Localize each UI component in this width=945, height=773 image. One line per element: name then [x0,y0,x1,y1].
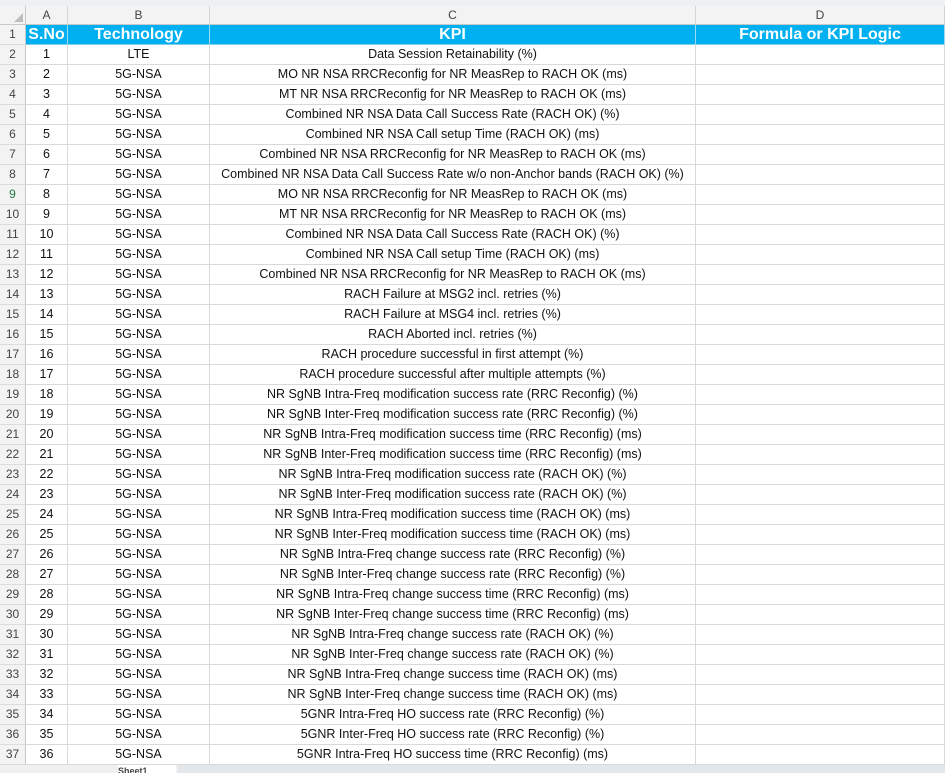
row-number[interactable]: 31 [0,625,26,645]
technology-cell[interactable]: 5G-NSA [68,545,210,565]
row-number[interactable]: 13 [0,265,26,285]
sno-cell[interactable]: 19 [26,405,68,425]
technology-cell[interactable]: 5G-NSA [68,645,210,665]
header-kpi[interactable]: KPI [210,25,696,45]
sno-cell[interactable]: 11 [26,245,68,265]
sno-cell[interactable]: 26 [26,545,68,565]
sno-cell[interactable]: 1 [26,45,68,65]
technology-cell[interactable]: 5G-NSA [68,345,210,365]
horizontal-scrollbar[interactable] [178,765,945,773]
kpi-cell[interactable]: NR SgNB Intra-Freq change success time (RRC Reconfig) (ms) [210,585,696,605]
kpi-cell[interactable]: RACH Aborted incl. retries (%) [210,325,696,345]
header-technology[interactable]: Technology [68,25,210,45]
formula-cell[interactable] [696,505,945,525]
technology-cell[interactable]: 5G-NSA [68,365,210,385]
row-number[interactable]: 33 [0,665,26,685]
row-number[interactable]: 25 [0,505,26,525]
row-number[interactable]: 22 [0,445,26,465]
technology-cell[interactable]: 5G-NSA [68,625,210,645]
technology-cell[interactable]: 5G-NSA [68,285,210,305]
formula-cell[interactable] [696,225,945,245]
formula-cell[interactable] [696,285,945,305]
sno-cell[interactable]: 6 [26,145,68,165]
sno-cell[interactable]: 28 [26,585,68,605]
formula-cell[interactable] [696,725,945,745]
formula-cell[interactable] [696,265,945,285]
formula-cell[interactable] [696,85,945,105]
technology-cell[interactable]: 5G-NSA [68,245,210,265]
row-number[interactable]: 11 [0,225,26,245]
formula-cell[interactable] [696,105,945,125]
technology-cell[interactable]: 5G-NSA [68,505,210,525]
row-number[interactable]: 5 [0,105,26,125]
sno-cell[interactable]: 22 [26,465,68,485]
formula-cell[interactable] [696,305,945,325]
technology-cell[interactable]: 5G-NSA [68,385,210,405]
formula-cell[interactable] [696,645,945,665]
sno-cell[interactable]: 24 [26,505,68,525]
header-formula[interactable]: Formula or KPI Logic [696,25,945,45]
sno-cell[interactable]: 23 [26,485,68,505]
sno-cell[interactable]: 25 [26,525,68,545]
row-number[interactable]: 30 [0,605,26,625]
sheet-tab[interactable]: Sheet1 [118,765,176,773]
sno-cell[interactable]: 4 [26,105,68,125]
kpi-cell[interactable]: 5GNR Intra-Freq HO success rate (RRC Reconfig) (%) [210,705,696,725]
technology-cell[interactable]: 5G-NSA [68,165,210,185]
row-number[interactable]: 32 [0,645,26,665]
formula-cell[interactable] [696,685,945,705]
kpi-cell[interactable]: MO NR NSA RRCReconfig for NR MeasRep to RACH OK (ms) [210,185,696,205]
formula-cell[interactable] [696,345,945,365]
kpi-cell[interactable]: Combined NR NSA RRCReconfig for NR MeasRep to RACH OK (ms) [210,265,696,285]
row-number[interactable]: 29 [0,585,26,605]
row-number[interactable]: 17 [0,345,26,365]
kpi-cell[interactable]: NR SgNB Inter-Freq modification success time (RACH OK) (ms) [210,525,696,545]
kpi-cell[interactable]: NR SgNB Intra-Freq change success rate (RACH OK) (%) [210,625,696,645]
sno-cell[interactable]: 17 [26,365,68,385]
kpi-cell[interactable]: NR SgNB Intra-Freq modification success time (RRC Reconfig) (ms) [210,425,696,445]
technology-cell[interactable]: 5G-NSA [68,405,210,425]
row-number[interactable]: 4 [0,85,26,105]
sno-cell[interactable]: 29 [26,605,68,625]
column-header-a[interactable]: A [26,6,68,25]
technology-cell[interactable]: 5G-NSA [68,565,210,585]
formula-cell[interactable] [696,205,945,225]
technology-cell[interactable]: 5G-NSA [68,685,210,705]
formula-cell[interactable] [696,585,945,605]
formula-cell[interactable] [696,65,945,85]
technology-cell[interactable]: 5G-NSA [68,305,210,325]
kpi-cell[interactable]: NR SgNB Inter-Freq change success rate (RRC Reconfig) (%) [210,565,696,585]
row-number[interactable]: 8 [0,165,26,185]
select-all-corner[interactable] [0,6,26,25]
technology-cell[interactable]: 5G-NSA [68,465,210,485]
formula-cell[interactable] [696,125,945,145]
kpi-cell[interactable]: Combined NR NSA Data Call Success Rate w/o non-Anchor bands (RACH OK) (%) [210,165,696,185]
kpi-cell[interactable]: NR SgNB Inter-Freq modification success rate (RACH OK) (%) [210,485,696,505]
row-number[interactable]: 2 [0,45,26,65]
row-number[interactable]: 24 [0,485,26,505]
technology-cell[interactable]: 5G-NSA [68,125,210,145]
technology-cell[interactable]: 5G-NSA [68,65,210,85]
kpi-cell[interactable]: RACH Failure at MSG4 incl. retries (%) [210,305,696,325]
kpi-cell[interactable]: NR SgNB Intra-Freq modification success time (RACH OK) (ms) [210,505,696,525]
technology-cell[interactable]: 5G-NSA [68,605,210,625]
sno-cell[interactable]: 12 [26,265,68,285]
kpi-cell[interactable]: RACH procedure successful after multiple attempts (%) [210,365,696,385]
row-number[interactable]: 20 [0,405,26,425]
formula-cell[interactable] [696,545,945,565]
technology-cell[interactable]: 5G-NSA [68,445,210,465]
technology-cell[interactable]: 5G-NSA [68,745,210,765]
row-number[interactable]: 12 [0,245,26,265]
row-number[interactable]: 18 [0,365,26,385]
technology-cell[interactable]: 5G-NSA [68,425,210,445]
kpi-cell[interactable]: Combined NR NSA RRCReconfig for NR MeasRep to RACH OK (ms) [210,145,696,165]
kpi-cell[interactable]: Combined NR NSA Data Call Success Rate (RACH OK) (%) [210,225,696,245]
kpi-cell[interactable]: MO NR NSA RRCReconfig for NR MeasRep to RACH OK (ms) [210,65,696,85]
sno-cell[interactable]: 15 [26,325,68,345]
row-number[interactable]: 16 [0,325,26,345]
sno-cell[interactable]: 34 [26,705,68,725]
formula-cell[interactable] [696,365,945,385]
technology-cell[interactable]: 5G-NSA [68,525,210,545]
formula-cell[interactable] [696,385,945,405]
sno-cell[interactable]: 35 [26,725,68,745]
kpi-cell[interactable]: NR SgNB Intra-Freq modification success rate (RACH OK) (%) [210,465,696,485]
formula-cell[interactable] [696,705,945,725]
sno-cell[interactable]: 21 [26,445,68,465]
kpi-cell[interactable]: NR SgNB Inter-Freq change success rate (RACH OK) (%) [210,645,696,665]
row-number[interactable]: 1 [0,25,26,45]
sno-cell[interactable]: 31 [26,645,68,665]
kpi-cell[interactable]: NR SgNB Intra-Freq modification success rate (RRC Reconfig) (%) [210,385,696,405]
formula-cell[interactable] [696,745,945,765]
row-number[interactable]: 6 [0,125,26,145]
kpi-cell[interactable]: Data Session Retainability (%) [210,45,696,65]
row-number[interactable]: 3 [0,65,26,85]
row-number[interactable]: 27 [0,545,26,565]
formula-cell[interactable] [696,165,945,185]
sno-cell[interactable]: 16 [26,345,68,365]
row-number[interactable]: 14 [0,285,26,305]
formula-cell[interactable] [696,665,945,685]
kpi-cell[interactable]: NR SgNB Intra-Freq change success time (RACH OK) (ms) [210,665,696,685]
formula-cell[interactable] [696,445,945,465]
formula-cell[interactable] [696,485,945,505]
sno-cell[interactable]: 20 [26,425,68,445]
row-number[interactable]: 37 [0,745,26,765]
technology-cell[interactable]: 5G-NSA [68,585,210,605]
column-header-d[interactable]: D [696,6,945,25]
column-header-c[interactable]: C [210,6,696,25]
kpi-cell[interactable]: Combined NR NSA Data Call Success Rate (RACH OK) (%) [210,105,696,125]
formula-cell[interactable] [696,565,945,585]
row-number[interactable]: 15 [0,305,26,325]
technology-cell[interactable]: 5G-NSA [68,205,210,225]
sno-cell[interactable]: 32 [26,665,68,685]
row-number[interactable]: 28 [0,565,26,585]
technology-cell[interactable]: 5G-NSA [68,105,210,125]
formula-cell[interactable] [696,625,945,645]
kpi-cell[interactable]: RACH procedure successful in first attempt (%) [210,345,696,365]
technology-cell[interactable]: 5G-NSA [68,225,210,245]
formula-cell[interactable] [696,145,945,165]
sno-cell[interactable]: 10 [26,225,68,245]
row-number[interactable]: 19 [0,385,26,405]
sno-cell[interactable]: 7 [26,165,68,185]
row-number[interactable]: 26 [0,525,26,545]
sno-cell[interactable]: 3 [26,85,68,105]
sno-cell[interactable]: 5 [26,125,68,145]
kpi-cell[interactable]: MT NR NSA RRCReconfig for NR MeasRep to RACH OK (ms) [210,205,696,225]
row-number[interactable]: 9 [0,185,26,205]
header-sno[interactable]: S.No [26,25,68,45]
sno-cell[interactable]: 14 [26,305,68,325]
kpi-cell[interactable]: Combined NR NSA Call setup Time (RACH OK) (ms) [210,125,696,145]
formula-cell[interactable] [696,525,945,545]
technology-cell[interactable]: LTE [68,45,210,65]
row-number[interactable]: 34 [0,685,26,705]
formula-cell[interactable] [696,465,945,485]
technology-cell[interactable]: 5G-NSA [68,265,210,285]
technology-cell[interactable]: 5G-NSA [68,185,210,205]
sno-cell[interactable]: 2 [26,65,68,85]
column-header-b[interactable]: B [68,6,210,25]
sno-cell[interactable]: 36 [26,745,68,765]
formula-cell[interactable] [696,605,945,625]
sno-cell[interactable]: 27 [26,565,68,585]
kpi-cell[interactable]: NR SgNB Intra-Freq change success rate (RRC Reconfig) (%) [210,545,696,565]
row-number[interactable]: 23 [0,465,26,485]
technology-cell[interactable]: 5G-NSA [68,85,210,105]
formula-cell[interactable] [696,185,945,205]
sno-cell[interactable]: 8 [26,185,68,205]
sno-cell[interactable]: 9 [26,205,68,225]
sno-cell[interactable]: 13 [26,285,68,305]
kpi-cell[interactable]: NR SgNB Inter-Freq change success time (RACH OK) (ms) [210,685,696,705]
row-number[interactable]: 7 [0,145,26,165]
kpi-cell[interactable]: RACH Failure at MSG2 incl. retries (%) [210,285,696,305]
row-number[interactable]: 10 [0,205,26,225]
formula-cell[interactable] [696,245,945,265]
sno-cell[interactable]: 18 [26,385,68,405]
kpi-cell[interactable]: 5GNR Inter-Freq HO success rate (RRC Reconfig) (%) [210,725,696,745]
formula-cell[interactable] [696,45,945,65]
sno-cell[interactable]: 33 [26,685,68,705]
row-number[interactable]: 36 [0,725,26,745]
technology-cell[interactable]: 5G-NSA [68,325,210,345]
kpi-cell[interactable]: Combined NR NSA Call setup Time (RACH OK) (ms) [210,245,696,265]
technology-cell[interactable]: 5G-NSA [68,705,210,725]
kpi-cell[interactable]: MT NR NSA RRCReconfig for NR MeasRep to RACH OK (ms) [210,85,696,105]
technology-cell[interactable]: 5G-NSA [68,145,210,165]
kpi-cell[interactable]: 5GNR Intra-Freq HO success time (RRC Reconfig) (ms) [210,745,696,765]
sno-cell[interactable]: 30 [26,625,68,645]
formula-cell[interactable] [696,405,945,425]
technology-cell[interactable]: 5G-NSA [68,665,210,685]
kpi-cell[interactable]: NR SgNB Inter-Freq change success time (RRC Reconfig) (ms) [210,605,696,625]
formula-cell[interactable] [696,425,945,445]
technology-cell[interactable]: 5G-NSA [68,725,210,745]
formula-cell[interactable] [696,325,945,345]
kpi-cell[interactable]: NR SgNB Inter-Freq modification success time (RRC Reconfig) (ms) [210,445,696,465]
kpi-cell[interactable]: NR SgNB Inter-Freq modification success rate (RRC Reconfig) (%) [210,405,696,425]
technology-cell[interactable]: 5G-NSA [68,485,210,505]
row-number[interactable]: 21 [0,425,26,445]
row-number[interactable]: 35 [0,705,26,725]
